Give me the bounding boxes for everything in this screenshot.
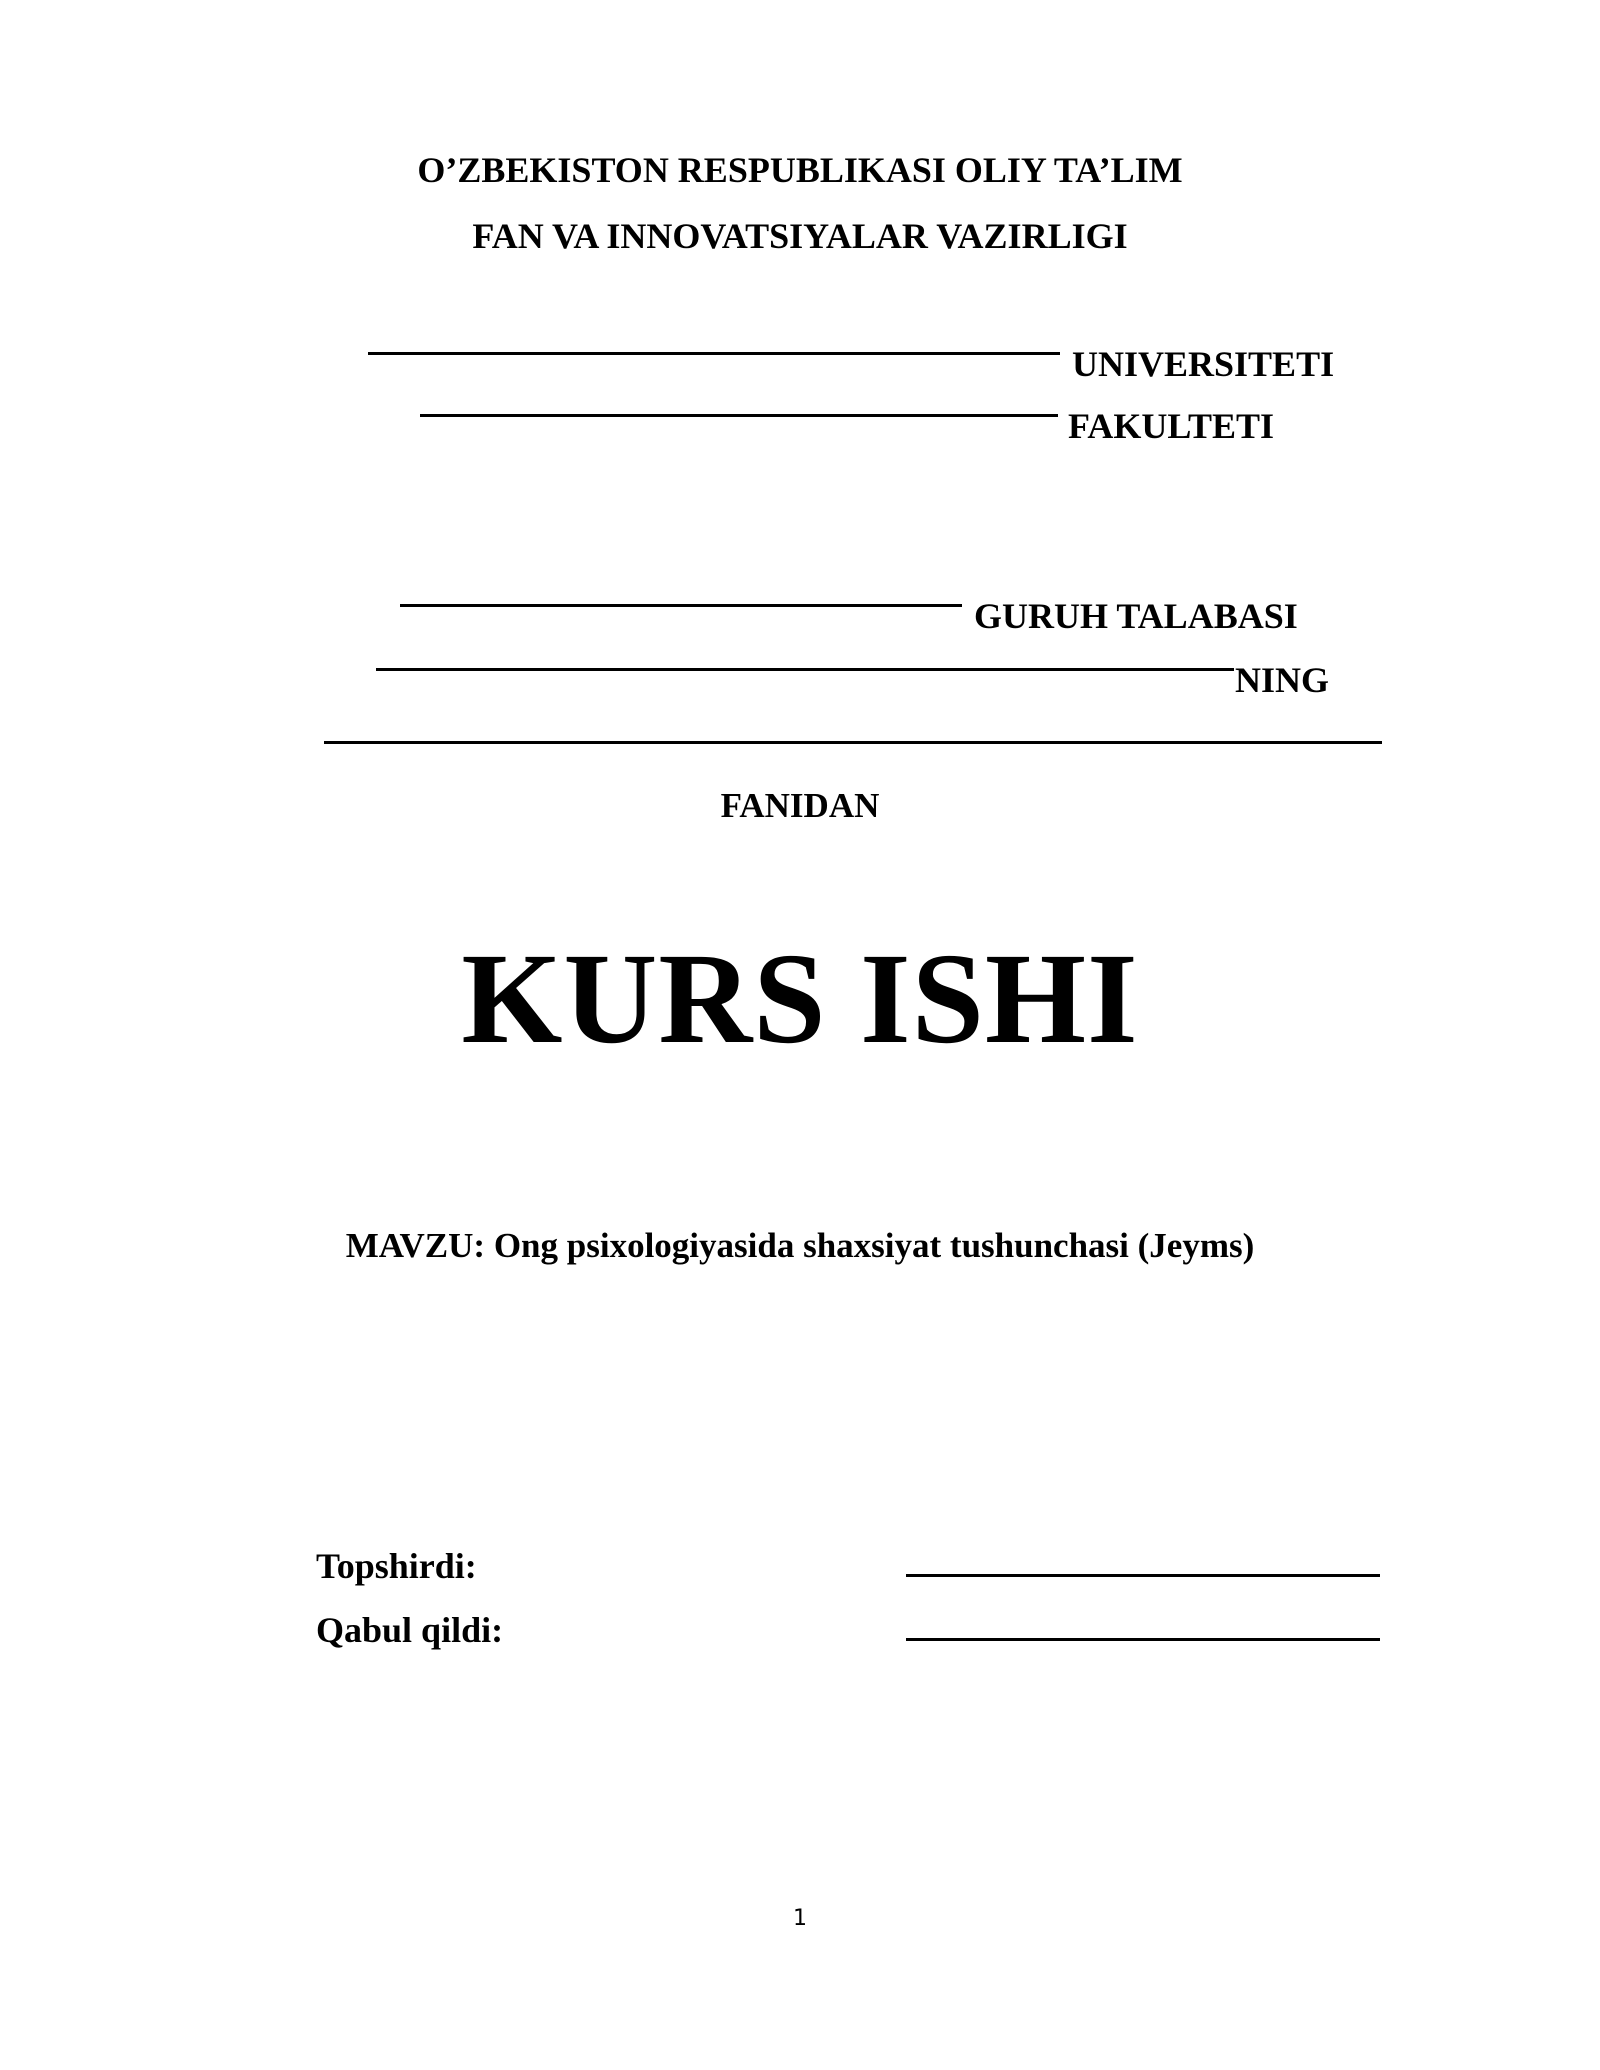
faculty-blank [420,414,1058,417]
student-name-suffix: NING [1235,660,1330,700]
submitted-label: Topshirdi: [316,1546,477,1586]
group-student-label: GURUH TALABASI [974,596,1298,636]
ministry-line-1: O’ZBEKISTON RESPUBLIKASI OLIY TA’LIM [417,150,1183,190]
submitted-signature-blank [906,1574,1380,1577]
page-number: 1 [793,1906,807,1931]
subject-blank [324,741,1382,744]
ministry-line-2: FAN VA INNOVATSIYALAR VAZIRLIGI [472,216,1128,256]
group-blank [400,604,962,607]
subject-label: FANIDAN [720,786,880,825]
accepted-signature-blank [906,1638,1380,1641]
accepted-label: Qabul qildi: [316,1610,504,1650]
student-name-blank [376,668,1234,671]
university-label: UNIVERSITETI [1072,344,1335,384]
topic-line: MAVZU: Ong psixologiyasida shaxsiyat tushunchasi (Jeyms) [345,1226,1255,1265]
document-title: KURS ISHI [461,927,1139,1071]
university-blank [368,352,1060,355]
faculty-label: FAKULTETI [1068,406,1275,446]
